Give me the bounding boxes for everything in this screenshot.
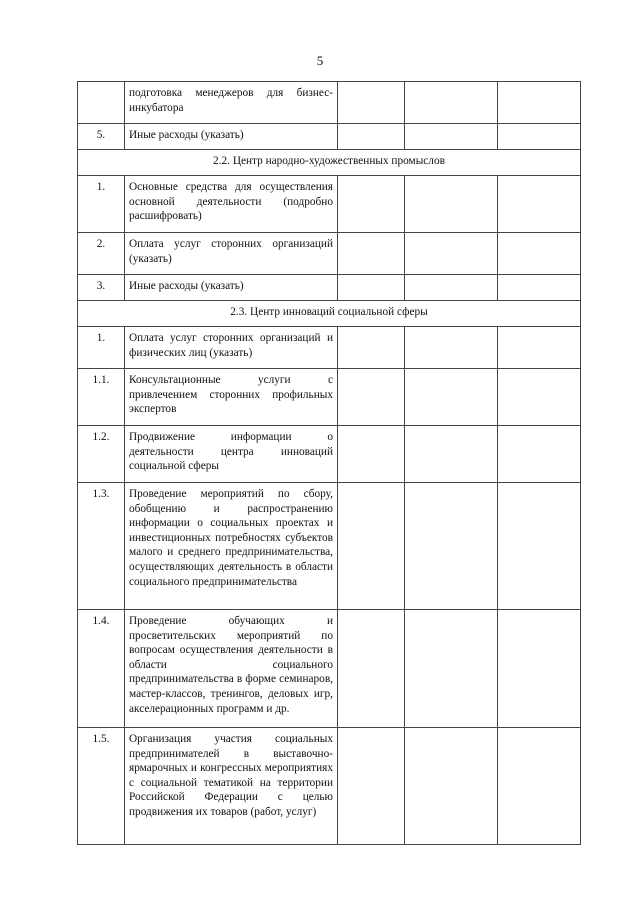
row-number: 1. [78,176,125,233]
table-row [78,176,581,233]
amount-cell [338,124,405,150]
expense-description: подготовка менеджеров для бизнес-инкубатора [125,82,338,124]
amount-cell [405,327,498,369]
amount-cell [405,483,498,610]
amount-cell [405,426,498,483]
amount-cell [498,728,581,845]
table-row [78,124,581,150]
expense-description: Оплата услуг сторонних организаций и физических лиц (указать) [125,327,338,369]
table-row [78,233,581,275]
amount-cell [338,327,405,369]
amount-cell [498,275,581,301]
row-number: 1.4. [78,610,125,728]
page-number: 5 [316,53,324,68]
table-row [78,369,581,426]
row-number: 1.1. [78,369,125,426]
expense-description: Проведение мероприятий по сбору, обобщению и распространению информации о социальных проектах и инвестиционных потребностях субъектов малого и среднего предпринимательства, осуществляющих деятельность в области социального предпринимательства [125,483,338,610]
table-row [78,610,581,728]
amount-cell [498,369,581,426]
amount-cell [498,233,581,275]
expense-description: Иные расходы (указать) [125,275,338,301]
amount-cell [405,176,498,233]
amount-cell [338,82,405,124]
amount-cell [405,275,498,301]
row-number: 1. [78,327,125,369]
amount-cell [338,483,405,610]
row-number [78,82,125,124]
amount-cell [405,82,498,124]
amount-cell [405,728,498,845]
amount-cell [498,82,581,124]
table-row [78,275,581,301]
table-row [78,483,581,610]
amount-cell [338,610,405,728]
amount-cell [405,610,498,728]
expense-description: Иные расходы (указать) [125,124,338,150]
amount-cell [338,728,405,845]
amount-cell [405,124,498,150]
table-row [78,426,581,483]
amount-cell [338,369,405,426]
expense-description: Организация участия социальных предпринимателей в выставочно-ярмарочных и конгрессных мероприятиях с социальной тематикой на территории Российской Федерации с целью продвижения их товаров (работ, услуг) [125,728,338,845]
expense-description: Консультационные услуги с привлечением сторонних профильных экспертов [125,369,338,426]
table-row [78,82,581,124]
amount-cell [338,426,405,483]
table-row [78,327,581,369]
section-title: 2.2. Центр народно-художественных промыслов [78,150,581,176]
expense-description: Основные средства для осуществления основной деятельности (подробно расшифровать) [125,176,338,233]
table-row [78,728,581,845]
row-number: 1.2. [78,426,125,483]
expense-description: Оплата услуг сторонних организаций (указать) [125,233,338,275]
row-number: 1.5. [78,728,125,845]
amount-cell [405,233,498,275]
amount-cell [498,483,581,610]
expense-description: Проведение обучающих и просветительских мероприятий по вопросам осуществления деятельности в области социального предпринимательства в форме семинаров, мастер-классов, тренингов, деловых игр, акселерационных программ и др. [125,610,338,728]
section-header-row [78,301,581,327]
row-number: 2. [78,233,125,275]
section-title: 2.3. Центр инноваций социальной сферы [78,301,581,327]
row-number: 3. [78,275,125,301]
amount-cell [405,369,498,426]
row-number: 5. [78,124,125,150]
budget-table-body [78,82,581,845]
amount-cell [498,610,581,728]
amount-cell [338,233,405,275]
expense-description: Продвижение информации о деятельности центра инноваций социальной сферы [125,426,338,483]
row-number: 1.3. [78,483,125,610]
amount-cell [498,124,581,150]
amount-cell [498,426,581,483]
amount-cell [338,275,405,301]
amount-cell [338,176,405,233]
amount-cell [498,176,581,233]
budget-table [77,81,581,845]
section-header-row [78,150,581,176]
amount-cell [498,327,581,369]
